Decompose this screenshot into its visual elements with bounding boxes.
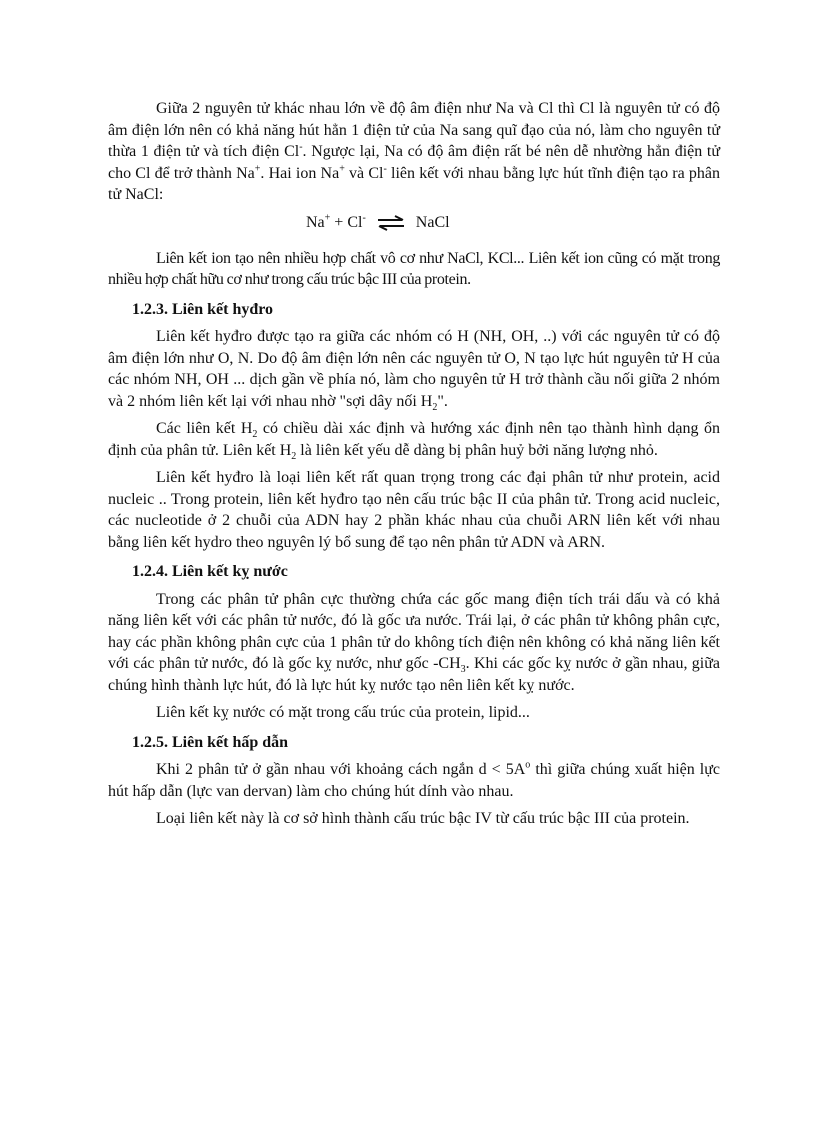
paragraph-hydrophobic-bond: Trong các phân tử phân cực thường chứa các gốc mang điện tích trái dấu và có khả năng liên kết với các phân tử nước, đó là gốc ưa nước. Trái lại, ở các phân tử không phân cực, hay các phần không phân cực của 1 phân tử do không tích điện nên không có khả năng liên kết với các phân tử nước, đó là gốc kỵ nước, như gốc $-CH_3$. Khi các gốc kỵ nước ở gần nhau, giữa chúng hình thành lực hút, đó là lực hút kỵ nước tạo nên liên kết kỵ nước. [108, 590, 721, 694]
paragraph-hydrogen-bond-formation: Liên kết hyđro được tạo ra giữa các nhóm có H (NH, OH, ..) với các nguyên tử có độ âm điện lớn như O, N. Do độ âm điện lớn nên các nguyên tử O, N tạo lực hút nguyên tử H của các nhóm NH, OH ... dịch gần về phía nó, làm cho nguyên tử H trở thành cầu nối giữa 2 nhóm và 2 nhóm liên kết lại với nhau nhờ "sợi dây nối $H_2$". [108, 328, 720, 413]
paragraph-ionic-bond: Giữa 2 nguyên tử khác nhau lớn về độ âm điện như Na và Cl thì Cl là nguyên tử có độ âm điện lớn nên có khả năng hút hẳn 1 điện tử của Na sang quĩ đạo của nó, làm cho nguyên tử thừa 1 điện tử và tích điện Cl-. Ngược lại, Na có độ âm điện rất bé nên dễ nhường hẳn điện tử cho Cl để trở thành Na+. Hai ion Na+ và Cl- liên kết với nhau bằng lực hút tĩnh điện tạo ra phân tử NaCl: [108, 100, 721, 203]
heading-van-der-waals: 1.2.5. Liên kết hấp dẫn [132, 733, 289, 751]
paragraph-hydrophobic-presence: Liên kết kỵ nước có mặt trong cấu trúc của protein, lipid... [156, 704, 530, 721]
equilibrium-arrow-icon [376, 215, 406, 231]
paragraph-quaternary-structure: Loại liên kết này là cơ sở hình thành cấu trúc bậc IV từ cấu trúc bậc III của protein. [156, 810, 690, 827]
paragraph-hydrogen-bond-importance: Liên kết hyđro là loại liên kết rất quan trọng trong các đại phân tử như protein, acid nucleic .. Trong protein, liên kết hyđro tạo nên cấu trúc bậc II của phân tử. Trong acid nucleic, các nucleotide ở 2 chuỗi của ADN hay 2 phần khác nhau của chuỗi ARN liên kết với nhau bằng liên kết hydro theo nguyên lý bổ sung để tạo nên phân tử ADN và ARN. [108, 469, 720, 551]
paragraph-hydrogen-bond-properties: Các liên kết $H_2$ có chiều dài xác định và hướng xác định nên tạo thành hình dạng ổn định của phân tử. Liên kết $H_2$ là liên kết yếu dễ dàng bị phân huỷ bởi năng lượng nhỏ. [108, 420, 721, 462]
heading-hydrogen-bond: 1.2.3. Liên kết hyđro [132, 300, 274, 318]
document-page [108, 98, 720, 836]
equation-product: NaCl [415, 213, 450, 231]
nacl-equation [306, 212, 720, 234]
heading-hydrophobic-bond: 1.2.4. Liên kết kỵ nước [132, 563, 288, 580]
paragraph-ionic-compounds: Liên kết ion tạo nên nhiều hợp chất vô cơ như NaCl, KCl... Liên kết ion cũng có mặt trong nhiều hợp chất hữu cơ như trong cấu trúc bậc III của protein. [108, 249, 720, 288]
paragraph-van-der-waals: Khi 2 phân tử ở gần nhau với khoảng cách ngắn $d < 5A^o$ thì giữa chúng xuất hiện lực hút hấp dẫn (lực van dervan) làm cho chúng hút dính vào nhau. [108, 759, 720, 800]
equation-reactants: Na+ + Cl- [306, 212, 366, 231]
